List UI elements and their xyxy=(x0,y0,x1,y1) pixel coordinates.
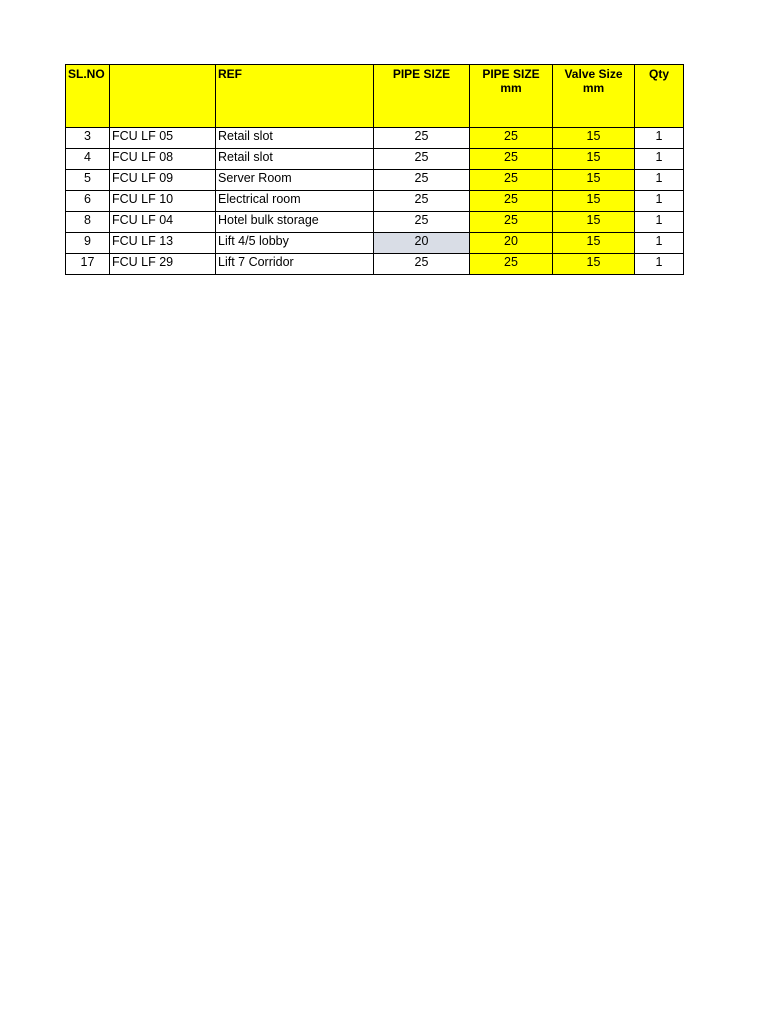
cell-unit[interactable]: FCU LF 29 xyxy=(110,254,216,275)
pipe-valve-schedule-table xyxy=(65,64,684,275)
cell-unit[interactable]: FCU LF 09 xyxy=(110,170,216,191)
cell-qty[interactable]: 1 xyxy=(635,191,684,212)
cell-ref[interactable]: Electrical room xyxy=(216,191,374,212)
cell-pipe-size[interactable]: 25 xyxy=(374,191,470,212)
cell-sl-no[interactable]: 6 xyxy=(66,191,110,212)
table-row xyxy=(66,128,684,149)
cell-pipe-size[interactable]: 25 xyxy=(374,254,470,275)
cell-ref[interactable]: Retail slot xyxy=(216,149,374,170)
cell-pipe-size-mm[interactable]: 25 xyxy=(470,191,553,212)
cell-qty[interactable]: 1 xyxy=(635,149,684,170)
table-row xyxy=(66,191,684,212)
cell-valve-size-mm[interactable]: 15 xyxy=(553,170,635,191)
cell-valve-size-mm[interactable]: 15 xyxy=(553,191,635,212)
cell-pipe-size[interactable]: 25 xyxy=(374,212,470,233)
cell-pipe-size-mm[interactable]: 25 xyxy=(470,212,553,233)
cell-pipe-size-mm[interactable]: 25 xyxy=(470,149,553,170)
header-unit[interactable] xyxy=(110,65,216,128)
cell-qty[interactable]: 1 xyxy=(635,233,684,254)
header-ref[interactable]: REF xyxy=(216,65,374,128)
cell-pipe-size[interactable]: 25 xyxy=(374,128,470,149)
table-row xyxy=(66,212,684,233)
cell-pipe-size[interactable]: 25 xyxy=(374,149,470,170)
table-row xyxy=(66,170,684,191)
cell-qty[interactable]: 1 xyxy=(635,128,684,149)
cell-unit[interactable]: FCU LF 13 xyxy=(110,233,216,254)
cell-ref[interactable]: Server Room xyxy=(216,170,374,191)
cell-qty[interactable]: 1 xyxy=(635,254,684,275)
cell-valve-size-mm[interactable]: 15 xyxy=(553,128,635,149)
cell-sl-no[interactable]: 17 xyxy=(66,254,110,275)
cell-sl-no[interactable]: 8 xyxy=(66,212,110,233)
cell-pipe-size[interactable]: 25 xyxy=(374,170,470,191)
cell-sl-no[interactable]: 3 xyxy=(66,128,110,149)
cell-pipe-size-mm[interactable]: 25 xyxy=(470,254,553,275)
cell-unit[interactable]: FCU LF 08 xyxy=(110,149,216,170)
cell-sl-no[interactable]: 9 xyxy=(66,233,110,254)
header-row xyxy=(66,65,684,128)
table-row xyxy=(66,254,684,275)
cell-pipe-size-mm[interactable]: 20 xyxy=(470,233,553,254)
cell-sl-no[interactable]: 4 xyxy=(66,149,110,170)
cell-pipe-size-mm[interactable]: 25 xyxy=(470,170,553,191)
cell-qty[interactable]: 1 xyxy=(635,170,684,191)
header-sl-no[interactable]: SL.NO xyxy=(66,65,110,128)
header-qty[interactable]: Qty xyxy=(635,65,684,128)
cell-pipe-size-mm[interactable]: 25 xyxy=(470,128,553,149)
cell-ref[interactable]: Hotel bulk storage xyxy=(216,212,374,233)
cell-ref[interactable]: Retail slot xyxy=(216,128,374,149)
header-pipe-size[interactable]: PIPE SIZE xyxy=(374,65,470,128)
cell-valve-size-mm[interactable]: 15 xyxy=(553,212,635,233)
cell-qty[interactable]: 1 xyxy=(635,212,684,233)
cell-ref[interactable]: Lift 4/5 lobby xyxy=(216,233,374,254)
cell-unit[interactable]: FCU LF 10 xyxy=(110,191,216,212)
header-valve-size-mm[interactable]: Valve Size mm xyxy=(553,65,635,128)
cell-valve-size-mm[interactable]: 15 xyxy=(553,233,635,254)
cell-sl-no[interactable]: 5 xyxy=(66,170,110,191)
cell-valve-size-mm[interactable]: 15 xyxy=(553,149,635,170)
cell-ref[interactable]: Lift 7 Corridor xyxy=(216,254,374,275)
table-row xyxy=(66,149,684,170)
header-pipe-size-mm[interactable]: PIPE SIZE mm xyxy=(470,65,553,128)
cell-valve-size-mm[interactable]: 15 xyxy=(553,254,635,275)
cell-pipe-size[interactable]: 20 xyxy=(374,233,470,254)
table-row xyxy=(66,233,684,254)
cell-unit[interactable]: FCU LF 05 xyxy=(110,128,216,149)
cell-unit[interactable]: FCU LF 04 xyxy=(110,212,216,233)
